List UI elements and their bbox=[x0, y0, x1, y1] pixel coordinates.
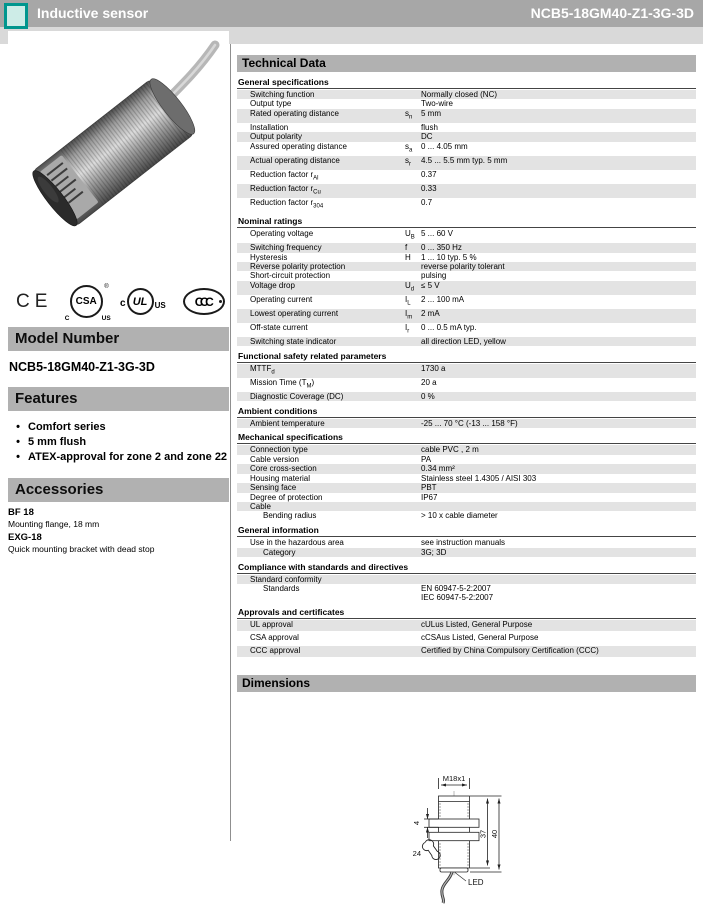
spec-symbol bbox=[405, 445, 421, 454]
spec-value: 0.34 mm² bbox=[421, 464, 455, 474]
product-family-title: Inductive sensor bbox=[37, 5, 149, 21]
spec-symbol bbox=[405, 511, 421, 520]
spec-symbol bbox=[405, 419, 421, 428]
spec-symbol bbox=[405, 132, 421, 141]
spec-label: Diagnostic Coverage (DC) bbox=[250, 391, 344, 401]
dimension-drawing bbox=[379, 764, 696, 910]
spec-label: Housing material bbox=[250, 473, 311, 483]
spec-row bbox=[237, 493, 696, 502]
spec-symbol bbox=[405, 378, 421, 392]
spec-row bbox=[237, 132, 696, 141]
spec-row bbox=[237, 445, 696, 454]
spec-label: Reduction factor $r_{304}$ bbox=[250, 197, 324, 210]
spec-symbol bbox=[405, 271, 421, 280]
spec-symbol bbox=[405, 464, 421, 473]
spec-row bbox=[237, 309, 696, 323]
spec-row bbox=[237, 584, 696, 603]
spec-value: 0 ... 350 Hz bbox=[421, 243, 462, 253]
spec-row bbox=[237, 123, 696, 132]
spec-symbol bbox=[405, 584, 421, 603]
spec-label: Operating voltage bbox=[250, 229, 314, 239]
spec-value: -25 ... 70 °C (-13 ... 158 °F) bbox=[421, 418, 518, 428]
spec-row bbox=[237, 483, 696, 492]
ce-mark-icon: CE bbox=[16, 290, 53, 312]
spec-label: Core cross-section bbox=[250, 464, 317, 474]
spec-label: Reduction factor $r_{Cu}$ bbox=[250, 183, 321, 196]
spec-row bbox=[237, 455, 696, 464]
spec-symbol bbox=[405, 123, 421, 132]
spec-label: Standards bbox=[263, 583, 300, 593]
spec-symbol bbox=[405, 337, 421, 346]
dimensions-bar: Dimensions bbox=[237, 675, 696, 692]
spec-label: Voltage drop bbox=[250, 280, 295, 290]
column-divider bbox=[230, 44, 231, 841]
spec-symbol bbox=[405, 170, 421, 184]
spec-section-title: Functional safety related parameters bbox=[237, 349, 696, 363]
spec-value: 4.5 ... 5.5 mm typ. 5 mm bbox=[421, 155, 508, 165]
spec-value: 5 mm bbox=[421, 108, 441, 118]
feature-item bbox=[8, 435, 229, 449]
spec-symbol bbox=[405, 483, 421, 492]
spec-value: cable PVC , 2 m bbox=[421, 445, 479, 455]
spec-row bbox=[237, 271, 696, 280]
spec-value: Certified by China Compulsory Certification (CCC) bbox=[421, 646, 599, 656]
ul-mark-icon: c UL US bbox=[120, 288, 166, 315]
spec-row bbox=[237, 262, 696, 271]
spec-label: Category bbox=[263, 547, 296, 557]
spec-row bbox=[237, 633, 696, 644]
spec-row bbox=[237, 419, 696, 428]
page-header bbox=[0, 0, 703, 27]
spec-label: Reduction factor $r_{Al}$ bbox=[250, 169, 319, 182]
spec-label: CSA approval bbox=[250, 633, 299, 643]
model-number-section-header: Model Number bbox=[8, 327, 229, 351]
spec-label: Switching frequency bbox=[250, 243, 322, 253]
spec-row bbox=[237, 170, 696, 184]
model-number-value: NCB5-18GM40-Z1-3G-3D bbox=[9, 360, 155, 374]
wrench-size-label: 24 bbox=[412, 848, 421, 858]
spec-row bbox=[237, 156, 696, 170]
header-model-number: NCB5-18GM40-Z1-3G-3D bbox=[530, 5, 694, 21]
spec-label: Cable bbox=[250, 501, 271, 511]
features-section-header: Features bbox=[8, 387, 229, 411]
spec-label: Cable version bbox=[250, 454, 299, 464]
spec-symbol bbox=[405, 633, 421, 644]
spec-label: Reverse polarity protection bbox=[250, 261, 346, 271]
spec-row bbox=[237, 538, 696, 547]
spec-row bbox=[237, 142, 696, 156]
spec-row bbox=[237, 90, 696, 99]
spec-row bbox=[237, 184, 696, 198]
accessory-name: EXG-18 bbox=[8, 532, 42, 543]
spec-label: UL approval bbox=[250, 620, 293, 630]
feature-item bbox=[8, 450, 229, 464]
spec-row bbox=[237, 109, 696, 123]
feature-text: Comfort series bbox=[28, 421, 106, 433]
spec-symbol bbox=[405, 198, 421, 212]
spec-symbol bbox=[405, 502, 421, 511]
feature-text: 5 mm flush bbox=[28, 436, 87, 448]
spec-row bbox=[237, 253, 696, 262]
spec-value: flush bbox=[421, 122, 438, 132]
spec-row bbox=[237, 323, 696, 337]
spec-section-title: Ambient conditions bbox=[237, 404, 696, 418]
spec-row bbox=[237, 243, 696, 252]
spec-value: Two-wire bbox=[421, 99, 454, 109]
spec-symbol bbox=[405, 646, 421, 657]
accessory-description: Mounting flange, 18 mm bbox=[8, 519, 100, 529]
spec-symbol: $I_L$ bbox=[405, 294, 411, 307]
spec-label: $MTTF_d$ bbox=[250, 363, 275, 376]
spec-value bbox=[421, 575, 696, 584]
spec-label: Actual operating distance bbox=[250, 155, 340, 165]
spec-row bbox=[237, 548, 696, 557]
spec-label: Degree of protection bbox=[250, 492, 323, 502]
spec-value: PA bbox=[421, 454, 432, 464]
spec-symbol bbox=[405, 538, 421, 547]
product-photo bbox=[8, 31, 229, 327]
spec-label: Bending radius bbox=[263, 511, 317, 521]
sidebar bbox=[8, 327, 229, 554]
feature-text: ATEX-approval for zone 2 and zone 22 bbox=[28, 451, 228, 463]
spec-symbol: $U_d$ bbox=[405, 280, 415, 293]
spec-row bbox=[237, 502, 696, 511]
spec-label: Assured operating distance bbox=[250, 141, 347, 151]
accessory-name: BF 18 bbox=[8, 507, 34, 518]
spec-value: 0.7 bbox=[421, 197, 433, 207]
spec-value: Normally closed (NC) bbox=[421, 90, 498, 99]
spec-symbol: $s_r$ bbox=[405, 155, 411, 168]
spec-value: see instruction manuals bbox=[421, 538, 506, 548]
spec-value: DC bbox=[421, 132, 433, 142]
spec-symbol: $s_n$ bbox=[405, 108, 413, 121]
spec-symbol bbox=[405, 620, 421, 631]
spec-value: all direction LED, yellow bbox=[421, 336, 506, 346]
spec-symbol bbox=[405, 474, 421, 483]
spec-value: 2 ... 100 mA bbox=[421, 294, 465, 304]
spec-label: Switching function bbox=[250, 90, 315, 99]
spec-section-title: General specifications bbox=[237, 75, 696, 89]
spec-symbol bbox=[405, 575, 421, 584]
spec-row bbox=[237, 295, 696, 309]
spec-label: Sensing face bbox=[250, 483, 297, 493]
spec-symbol: $I_r$ bbox=[405, 322, 410, 335]
spec-label: Use in the hazardous area bbox=[250, 538, 344, 548]
spec-label: Ambient temperature bbox=[250, 418, 325, 428]
spec-value: 1 ... 10 typ. 5 % bbox=[421, 252, 477, 262]
technical-data-bar: Technical Data bbox=[237, 55, 696, 72]
spec-value: 20 a bbox=[421, 377, 437, 387]
spec-row bbox=[237, 464, 696, 473]
nut-height-label: 4 bbox=[412, 820, 421, 825]
bullet-icon: • bbox=[16, 436, 20, 448]
spec-label: Mission Time $(T_M)$ bbox=[250, 377, 315, 390]
spec-symbol bbox=[405, 455, 421, 464]
length-total-label: 40 bbox=[490, 829, 499, 838]
spec-row bbox=[237, 229, 696, 243]
spec-value: 3G; 3D bbox=[421, 547, 447, 557]
spec-label: Switching state indicator bbox=[250, 336, 337, 346]
spec-value: PBT bbox=[421, 483, 437, 493]
thread-size-label: M18x1 bbox=[442, 773, 466, 783]
spec-value: 0 ... 4.05 mm bbox=[421, 141, 468, 151]
spec-value: ≤ 5 V bbox=[421, 280, 440, 290]
spec-section-title: Nominal ratings bbox=[237, 214, 696, 228]
spec-label: Off-state current bbox=[250, 322, 308, 332]
spec-value: 1730 a bbox=[421, 363, 446, 373]
spec-label: Connection type bbox=[250, 445, 308, 455]
spec-row bbox=[237, 281, 696, 295]
ccc-mark-icon: CCC bbox=[183, 288, 222, 315]
spec-symbol: H bbox=[405, 252, 411, 262]
spec-value: 0 % bbox=[421, 391, 435, 401]
spec-label: Operating current bbox=[250, 294, 313, 304]
spec-symbol: f bbox=[405, 243, 408, 253]
spec-symbol: $s_a$ bbox=[405, 141, 413, 154]
spec-value: pulsing bbox=[421, 271, 447, 281]
spec-value: 0 ... 0.5 mA typ. bbox=[421, 322, 477, 332]
bullet-icon: • bbox=[16, 421, 20, 433]
spec-symbol bbox=[405, 184, 421, 198]
spec-row bbox=[237, 620, 696, 631]
spec-symbol: $U_B$ bbox=[405, 229, 415, 241]
spec-label: Output type bbox=[250, 99, 292, 109]
spec-value: 0.37 bbox=[421, 169, 437, 179]
spec-value: EN 60947-5-2:2007 IEC 60947-5-2:2007 bbox=[421, 583, 494, 603]
spec-value: reverse polarity tolerant bbox=[421, 261, 505, 271]
spec-value: IP67 bbox=[421, 492, 438, 502]
spec-value: Stainless steel 1.4305 / AISI 303 bbox=[421, 473, 537, 483]
spec-row bbox=[237, 378, 696, 392]
spec-label: Output polarity bbox=[250, 132, 303, 142]
main-content bbox=[237, 55, 696, 910]
spec-row bbox=[237, 474, 696, 483]
spec-symbol bbox=[405, 99, 421, 108]
spec-row bbox=[237, 511, 696, 520]
spec-row bbox=[237, 364, 696, 378]
spec-label: CCC approval bbox=[250, 646, 301, 656]
spec-symbol bbox=[405, 392, 421, 401]
spec-value: 5 ... 60 V bbox=[421, 229, 454, 239]
spec-section-title: General information bbox=[237, 523, 696, 537]
sensor-photo-illustration bbox=[8, 31, 229, 281]
spec-symbol: $I_m$ bbox=[405, 308, 413, 321]
accessories-section-header: Accessories bbox=[8, 478, 229, 502]
spec-row bbox=[237, 575, 696, 584]
accessory-description: Quick mounting bracket with dead stop bbox=[8, 544, 155, 554]
spec-symbol bbox=[405, 262, 421, 271]
features-list bbox=[8, 420, 229, 464]
spec-value bbox=[421, 502, 696, 511]
bullet-icon: • bbox=[16, 451, 20, 463]
length-inner-label: 37 bbox=[478, 829, 488, 838]
spec-symbol bbox=[405, 548, 421, 557]
spec-label: Installation bbox=[250, 122, 289, 132]
spec-value: 2 mA bbox=[421, 308, 440, 318]
spec-row bbox=[237, 198, 696, 212]
led-label: LED bbox=[468, 877, 484, 887]
certification-marks bbox=[16, 284, 222, 322]
spec-label: Hysteresis bbox=[250, 252, 288, 262]
spec-symbol bbox=[405, 364, 421, 378]
spec-section-title: Mechanical specifications bbox=[237, 430, 696, 444]
accessories-list bbox=[8, 507, 229, 554]
spec-row bbox=[237, 392, 696, 401]
spec-label: Lowest operating current bbox=[250, 308, 339, 318]
spec-label: Short-circuit protection bbox=[250, 271, 331, 281]
spec-symbol bbox=[405, 493, 421, 502]
spec-symbol bbox=[405, 90, 421, 99]
brand-logo-icon bbox=[4, 3, 28, 29]
spec-section-title: Compliance with standards and directives bbox=[237, 560, 696, 574]
csa-mark-icon: CSA ® C US bbox=[64, 284, 111, 322]
spec-row bbox=[237, 646, 696, 657]
spec-value: 0.33 bbox=[421, 183, 437, 193]
spec-value: cCSAus Listed, General Purpose bbox=[421, 633, 539, 643]
feature-item bbox=[8, 420, 229, 434]
spec-label: Rated operating distance bbox=[250, 108, 339, 118]
spec-label: Standard conformity bbox=[250, 574, 322, 584]
spec-value: cULus Listed, General Purpose bbox=[421, 620, 533, 630]
spec-section-title: Approvals and certificates bbox=[237, 605, 696, 619]
spec-value: > 10 x cable diameter bbox=[421, 511, 498, 521]
spec-row bbox=[237, 337, 696, 346]
spec-row bbox=[237, 99, 696, 108]
spec-table bbox=[237, 75, 696, 657]
